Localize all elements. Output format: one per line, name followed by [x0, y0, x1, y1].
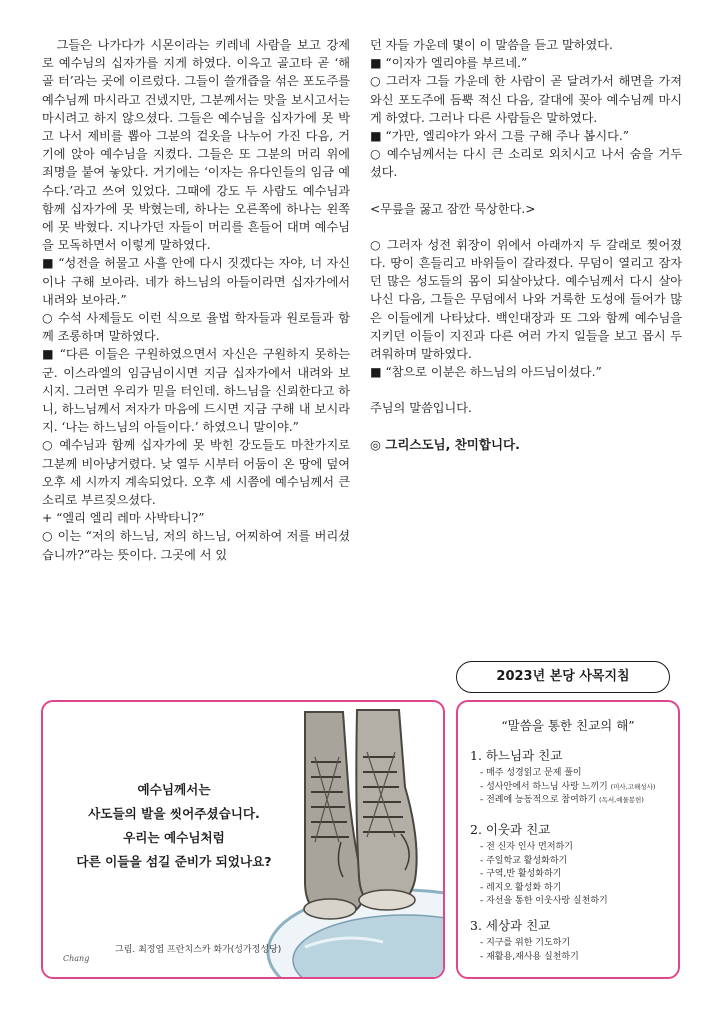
- pastoral-policy-panel: [456, 700, 680, 979]
- policy-item: - 재활용,재사용 실천하기: [480, 951, 579, 962]
- reading-paragraph: ■ “다른 이들은 구원하였으면서 자신은 구원하지 못하는군. 이스라엘의 임금님이시면 지금 십자가에서 내려와 보시지. 그러면 우리가 믿을 터인데. 하느님을 신뢰한다고 하니, 하느님께서 저자가 마음에 드시면 지금 구해 내 보시라지. ‘나는 하느님의 아들이다.’ 하였으니 말이야.”: [42, 347, 350, 435]
- reading-paragraph: ■ “이자가 엘리야를 부르네.”: [370, 56, 528, 71]
- reading-left-column: [42, 36, 350, 564]
- reading-paragraph: ■ “성전을 허물고 사흘 안에 다시 짓겠다는 자야, 너 자신이나 구해 보아라. 네가 하느님의 아들이라면 십자가에서 내려와 보아라.”: [42, 256, 350, 307]
- acclamation: ◎ 그리스도님, 찬미합니다.: [370, 436, 520, 452]
- artist-signature: Chang: [63, 954, 90, 963]
- reading-paragraph: ○ 그러자 성전 휘장이 위에서 아래까지 두 갈래로 찢어졌다. 땅이 흔들리고 바위들이 갈라졌다. 무덤이 열리고 잠자던 많은 성도들의 몸이 되살아났다. 예수님께서 다시 살아나신 다음, 그들은 무덤에서 나와 거룩한 도성에 들어가 많은 이들에게 나타났다. 백인대장과 또 그와 함께 예수님을 지키던 이들이 지진과 다른 여러 가지 일들을 보고 몹시 두려워하며 말하였다.: [370, 237, 682, 362]
- reading-paragraph: + “엘리 엘리 레마 사박타니?”: [42, 511, 205, 526]
- reading-paragraph: ○ 수석 사제들도 이런 식으로 율법 학자들과 원로들과 함께 조롱하며 말하였다.: [42, 311, 350, 344]
- policy-item-note: (독서,예물봉헌): [599, 796, 644, 804]
- message-line: 다른 이들을 섬길 준비가 되었나요?: [76, 854, 272, 869]
- reading-paragraph: 던 자들 가운데 몇이 이 말씀을 듣고 말하였다.: [370, 38, 613, 52]
- reading-paragraph: ○ 그러자 그들 가운데 한 사람이 곧 달려가서 해면을 가져와신 포도주에 듬뿍 적신 다음, 갈대에 꽂아 예수님께 마시게 하였다. 그러나 다른 사람들은 말하였다.: [370, 74, 682, 125]
- section-title: 2. 이웃과 친교: [470, 822, 551, 837]
- illustration-credit: 그림. 최정엽 프란치스카 화가(성가정성당): [115, 945, 282, 955]
- policy-section: [470, 916, 675, 964]
- policy-item: - 매주 성경읽고 문제 풀이: [480, 768, 582, 778]
- reading-paragraph: ■ “가만, 엘리야가 와서 그를 구해 주나 봅시다.”: [370, 129, 629, 144]
- reading-paragraph: 그들은 나가다가 시몬이라는 키레네 사람을 보고 강제로 예수님의 십자가를 지게 하였다. 이윽고 골고타 곧 ‘해골 터’라는 곳에 이르렀다. 그들이 쓸개즙을 섞은 포도주를 예수님께 마시라고 건넸지만, 그분께서는 맛을 보시고서는 마시려고 하지 않으셨다. 그들은 예수님을 십자가에 못 박고 나서 제비를 뽑아 그분의 겉옷을 나누어 가진 다음, 거기에 앉아 예수님을 지켰다. 그들은 또 그분의 머리 위에 죄명을 붙여 놓았다. 거기에는 ‘이자는 유다인들의 임금 예수다.’라고 쓰여 있었다. 그때에 강도 두 사람도 예수님과 함께 십자가에 못 박혔는데, 하나는 오른쪽에 하나는 왼쪽에 못 박혔다. 지나가던 자들이 머리를 흔들어 대며 예수님을 모독하면서 이렇게 말하였다.: [42, 38, 350, 253]
- policy-item: - 구역,반 활성화하기: [480, 869, 562, 879]
- policy-section: [470, 746, 675, 808]
- section-title: 3. 세상과 친교: [470, 918, 551, 933]
- reading-paragraph: ■ “참으로 이분은 하느님의 아드님이셨다.”: [370, 365, 602, 380]
- foot-washing-illustration-panel: [41, 700, 445, 979]
- illustration-message: [49, 778, 299, 874]
- policy-item: - 주일학교 활성화하기: [480, 855, 568, 866]
- message-line: 예수님께서는: [137, 782, 211, 797]
- reading-paragraph: ○ 이는 “저의 하느님, 저의 하느님, 어찌하여 저를 버리셨습니까?”라는 뜻이다. 그곳에 서 있: [42, 529, 350, 562]
- policy-section: [470, 820, 675, 909]
- pastoral-policy-title: 2023년 본당 사목지침: [456, 661, 670, 693]
- message-line: 사도들의 발을 씻어주셨습니다.: [88, 806, 260, 821]
- kneel-rubric: <무릎을 꿇고 잠깐 묵상한다.>: [370, 201, 536, 216]
- policy-item: - 지구를 위한 기도하기: [480, 938, 571, 948]
- policy-item: - 전 신자 인사 먼저하기: [480, 842, 573, 852]
- policy-motto: “말씀을 통한 친교의 해”: [501, 718, 635, 733]
- policy-item-note: (미사,고해성사): [610, 782, 656, 791]
- reading-paragraph: ○ 예수님께서는 다시 큰 소리로 외치시고 나서 숨을 거두셨다.: [370, 147, 682, 180]
- reading-conclusion: 주님의 말씀입니다.: [370, 401, 472, 416]
- reading-paragraph: ○ 예수님과 함께 십자가에 못 박힌 강도들도 마찬가지로 그분께 비아냥거렸다. 낮 열두 시부터 어둠이 온 땅에 덮여 오후 세 시까지 계속되었다. 오후 세 시쯤에 예수님께서 큰 소리로 부르짖으셨다.: [42, 438, 350, 508]
- section-title: 1. 하느님과 친교: [470, 748, 563, 763]
- policy-item: - 전례에 능동적으로 참여하기 (독서,예물봉헌): [480, 795, 644, 805]
- policy-item: - 레지오 활성화 하기: [480, 882, 562, 893]
- reading-right-column: [370, 36, 682, 454]
- message-line: 우리는 예수님처럼: [123, 830, 225, 845]
- policy-item: - 자선을 통한 이웃사랑 실천하기: [480, 896, 608, 906]
- policy-item: - 성사안에서 하느님 사랑 느끼기 (미사,고해성사): [480, 781, 656, 792]
